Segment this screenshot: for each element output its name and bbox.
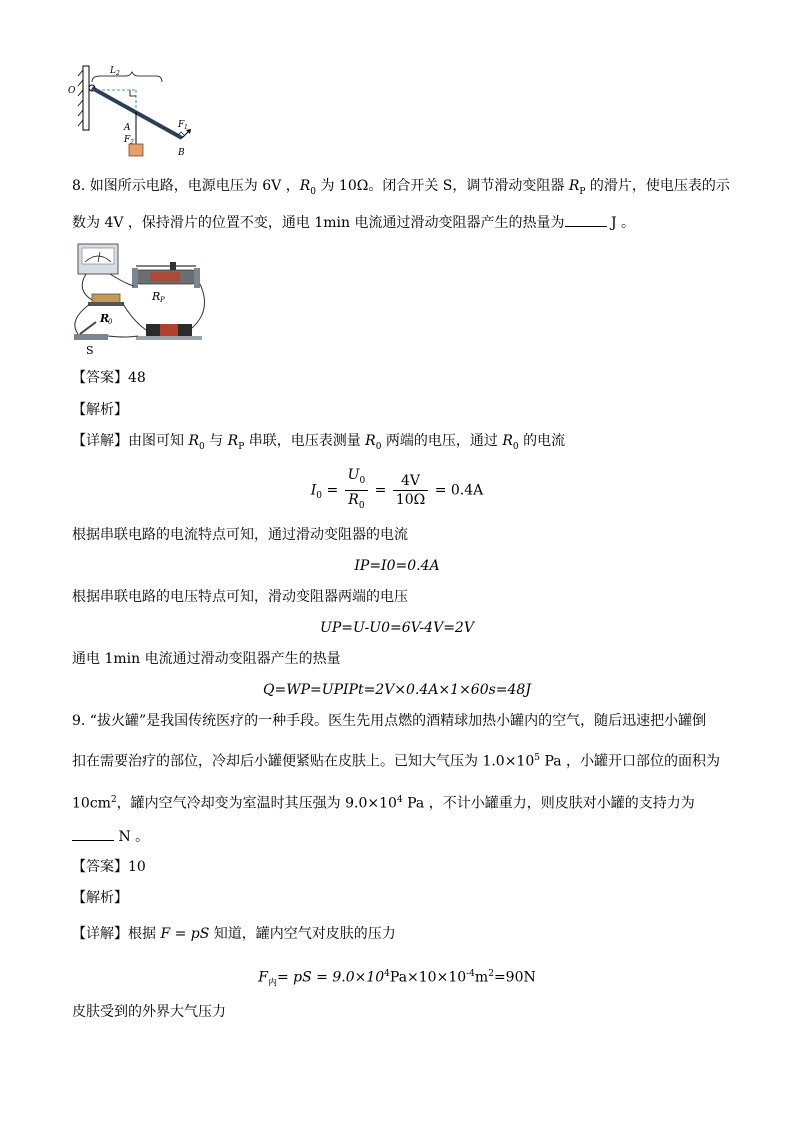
answer-blank: [565, 212, 607, 227]
q8-equation-1: $I_0$ = $\frac{U_0}{R_0}$ = $\frac{4V}{10\Omega}$ = 0.4A: [310, 467, 484, 511]
lever-bar: [92, 88, 182, 138]
q9-line3: $10cm^2$，罐内空气冷却变为室温时其压强为 $9.0\times 10^4$ Pa ，不计小罐重力，则皮肤对小罐的支持力为: [72, 795, 695, 812]
q8-answer: 【答案】48: [72, 370, 146, 386]
q9-detail: 【详解】根据 F = pS 知道，罐内空气对皮肤的压力: [72, 926, 396, 942]
q9-analysis: 【解析】: [72, 890, 128, 906]
q8-equation-2: IP=I0=0.4A: [354, 558, 440, 574]
label-F1: F: [178, 120, 185, 130]
label-O: O: [68, 86, 76, 96]
q8-detail: 【详解】由图可知 $R_0$ 与 $R_P$ 串联，电压表测量 $R_0$ 两端的电压，通过 $R_0$ 的电流: [72, 433, 566, 452]
circuit-figure: [66, 240, 216, 360]
lever-figure: [66, 60, 206, 160]
switch-icon: [74, 334, 108, 340]
q8-line2: 数为 4V ，保持滑片的位置不变，通电 1min 电流通过滑动变阻器产生的热量为 J 。: [72, 212, 635, 233]
q8-equation-4: Q=WP=UPIPt=2V×0.4A×1×60s=48J: [263, 682, 531, 698]
label-L2: L: [110, 66, 116, 76]
circuit-label-R0-sub: 0: [108, 318, 113, 326]
label-F1-sub: 1: [184, 124, 188, 131]
q8-equation-3: UP=U-U0=6V-4V=2V: [320, 620, 474, 636]
label-A: A: [124, 123, 131, 133]
q9-equation: $F_内=$ pS = $9.0\times 10^4Pa\times 10\times 10^{-4}m^2=90N$: [258, 969, 536, 989]
circuit-label-S: S: [86, 344, 94, 357]
q8-analysis: 【解析】: [72, 402, 128, 418]
q9-line1: 9. “拔火罐”是我国传统医疗的一种手段。医生先用点燃的酒精球加热小罐内的空气，随后迅速把小罐倒: [72, 713, 707, 729]
label-F2-sub: 2: [130, 139, 134, 146]
q8-line1: 8. 如图所示电路，电源电压为 6V ，$R_0$ 为 10Ω。闭合开关 S，调节滑动变阻器 $R_P$ 的滑片，使电压表的示: [72, 178, 730, 197]
q8-text4: 通电 1min 电流通过滑动变阻器产生的热量: [72, 651, 341, 667]
q9-answer: 【答案】10: [72, 859, 146, 875]
circuit-label-RP-sub: P: [160, 296, 165, 304]
circuit-label-R0: R: [100, 312, 110, 325]
label-L2-sub: 2: [116, 70, 120, 77]
answer-blank: [72, 826, 114, 841]
q8-text2: 根据串联电路的电流特点可知，通过滑动变阻器的电流: [72, 527, 408, 543]
label-B: B: [178, 148, 185, 158]
q9-last: 皮肤受到的外界大气压力: [72, 1004, 226, 1020]
label-F2: F: [124, 135, 131, 145]
q9-line4: N 。: [72, 826, 149, 847]
q9-line2: 扣在需要治疗的部位，冷却后小罐便紧贴在皮肤上。已知大气压为 $1.0\times 10^5$ Pa ，小罐开口部位的面积为: [72, 753, 721, 770]
q8-text3: 根据串联电路的电压特点可知，滑动变阻器两端的电压: [72, 589, 408, 605]
wall: [83, 66, 89, 130]
circuit-label-RP: R: [152, 290, 161, 303]
